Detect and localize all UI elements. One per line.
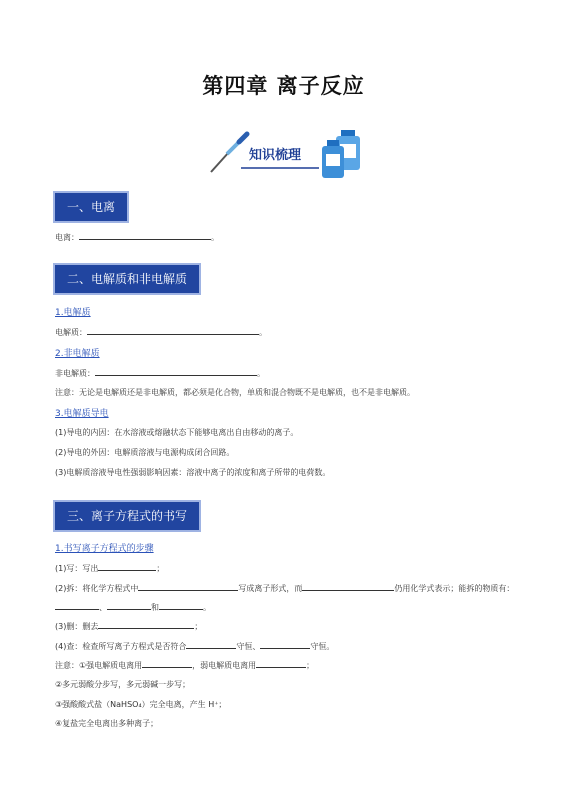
step-split: (2)拆：将化学方程式中 写成离子形式，而 仍用化学式表示；能拆的物质有： [55, 584, 515, 593]
fill-blank[interactable] [302, 582, 394, 591]
fill-blank[interactable] [256, 659, 306, 668]
subheading-steps: 1.书写离子方程式的步骤 [55, 544, 154, 554]
step-delete: (3)删：删去 ； [55, 622, 203, 631]
fill-blank[interactable] [98, 620, 194, 629]
ionization-line: 电离： 。 [55, 233, 219, 242]
fill-blank[interactable] [79, 231, 211, 240]
knowledge-banner [207, 128, 367, 180]
fill-blank[interactable] [107, 601, 151, 610]
section-heading-electrolytes: 二、电解质和非电解质 [55, 265, 199, 293]
fill-blank[interactable] [98, 562, 156, 571]
bottles-icon [319, 128, 369, 180]
conduction-internal: (1)导电的内因：在水溶液或熔融状态下能够电离出自由移动的离子。 [55, 428, 299, 437]
note-double-salt: ④复盐完全电离出多种离子； [55, 719, 159, 728]
note-acid-salt: ③强酸酸式盐（NaHSO₄）完全电离，产生 H⁺； [55, 700, 227, 709]
fill-blank[interactable] [159, 601, 203, 610]
note-weak-acid: ②多元弱酸分步写，多元弱碱一步写； [55, 680, 191, 689]
conduction-factors: (3)电解质溶液导电性强弱影响因素：溶液中离子的浓度和离子所带的电荷数。 [55, 468, 331, 477]
section-heading-ionization: 一、电离 [55, 193, 127, 221]
fill-blank[interactable] [260, 640, 310, 649]
conduction-external: (2)导电的外因：电解质溶液与电源构成闭合回路。 [55, 448, 235, 457]
fill-blank[interactable] [55, 601, 99, 610]
fill-blank[interactable] [186, 640, 236, 649]
subheading-nonelectrolyte: 2.非电解质 [55, 349, 100, 359]
nonelectrolyte-line: 非电解质： 。 [55, 369, 265, 378]
step-split-cont: 、 和 。 [55, 601, 211, 613]
section-heading-equations: 三、离子方程式的书写 [55, 502, 199, 530]
fill-blank[interactable] [138, 582, 238, 591]
electrolyte-line: 电解质： 。 [55, 328, 267, 337]
subheading-electrolyte: 1.电解质 [55, 308, 91, 318]
subheading-conduction: 3.电解质导电 [55, 409, 109, 419]
banner-label: 知识梳理 [249, 148, 302, 163]
fill-blank[interactable] [87, 326, 259, 335]
note-line: 注意：无论是电解质还是非电解质，都必须是化合物，单质和混合物既不是电解质，也不是非电解质。 [55, 388, 415, 397]
page-title: 第四章 离子反应 [202, 74, 365, 98]
step-write: (1)写：写出 ； [55, 564, 165, 573]
fill-blank[interactable] [142, 659, 192, 668]
note-ionization: 注意：①强电解质电离用 ，弱电解质电离用 ； [55, 661, 315, 670]
step-check: (4)查：检查所写离子方程式是否符合 守恒、 守恒。 [55, 642, 335, 651]
fill-blank[interactable] [95, 367, 257, 376]
